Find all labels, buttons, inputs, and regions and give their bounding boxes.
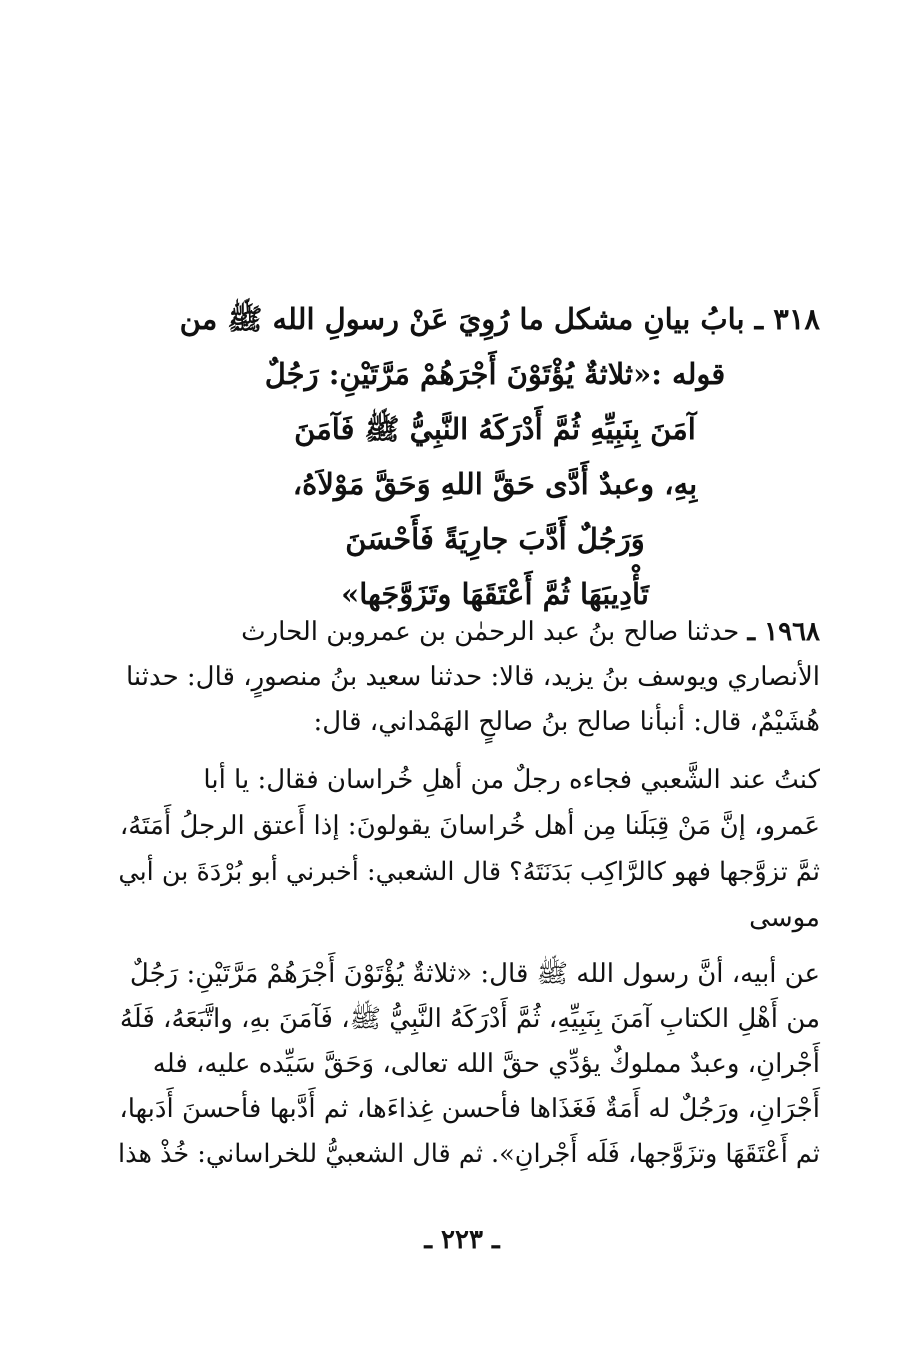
page-number: ـ ٢٢٣ ـ <box>424 1225 500 1255</box>
hadith-text-line-1: عن أبيه، أنَّ رسول الله ﷺ قال: «ثلاثةٌ يُؤْتَوْنَ أَجْرَهُمْ مَرَّتَيْنِ: رَجُلٌ <box>129 959 820 989</box>
chapter-heading-line-5: وَرَجُلٌ أَدَّبَ جارِيَةً فَأَحْسَنَ <box>345 522 645 556</box>
chapter-heading-line-4: بِهِ، وعبدٌ أَدَّى حَقَّ اللهِ وَحَقَّ مَوْلاَهُ، <box>292 467 698 501</box>
hadith-text-line-5: ثم أَعْتَقَهَا وتزَوَّجها، فَلَه أَجْرانِ». ثم قال الشعبيُّ للخراساني: خُذْ هذا <box>118 1139 820 1169</box>
hadith-text-paragraph <box>108 952 820 1177</box>
isnad-line-1 <box>108 610 820 655</box>
hadith-text-line-2: من أَهْلِ الكتابِ آمَنَ بِنَبِيِّهِ، ثُمَّ أَدْرَكَهُ النَّبِيُّ ﷺ، فَآمَنَ بهِ، واتَّبَعَهُ، فَلَهُ <box>119 1004 820 1034</box>
hadith-number: ١٩٦٨ ـ <box>747 617 820 647</box>
chapter-heading-line-2: قوله :«ثلاثةٌ يُؤْتَوْنَ أَجْرَهُمْ مَرَّتَيْنِ: رَجُلٌ <box>264 357 726 391</box>
isnad-line-3: هُشَيْمٌ، قال: أنبأنا صالح بنُ صالحٍ الهَمْداني، قال: <box>313 707 820 737</box>
chapter-heading <box>170 292 820 622</box>
chapter-heading-line-1: ٣١٨ ـ بابُ بيانِ مشكل ما رُوِيَ عَنْ رسولِ الله ﷺ من <box>179 302 820 336</box>
narration-line-3: ثمَّ تزوَّجها فهو كالرَّاكِب بَدَنَتَهُ؟ قال الشعبي: أخبرني أبو بُرْدَةَ بن أبي <box>118 857 820 887</box>
chapter-heading-line-6: تَأْدِيبَهَا ثُمَّ أَعْتَقَهَا وتَزَوَّجَها» <box>341 577 649 611</box>
narration-line-1: كنتُ عند الشَّعبي فجاءه رجلٌ من أهلِ خُراسان فقال: يا أبا <box>203 765 820 795</box>
hadith-isnad <box>108 610 820 745</box>
hadith-text-line-3: أَجْرانِ، وعبدٌ مملوكٌ يؤدِّي حقَّ الله تعالى، وَحَقَّ سَيِّده عليه، فله <box>152 1049 820 1079</box>
narration-line-2: عَمرو، إنَّ مَنْ قِبَلَنا مِن أهل خُراسانَ يقولونَ: إذا أَعتق الرجلُ أَمَتَهُ، <box>119 811 820 841</box>
narration-line-4: موسى <box>749 903 820 933</box>
isnad-line-2: الأنصاري ويوسف بنُ يزيد، قالا: حدثنا سعيد بنُ منصورٍ، قال: حدثنا <box>125 662 820 692</box>
chapter-heading-line-3: آمَنَ بِنَبِيِّهِ ثُمَّ أَدْرَكَهُ النَّبِيُّ ﷺ فَآمَنَ <box>294 412 696 446</box>
hadith-text-line-4: أَجْرَانِ، ورَجُلٌ له أَمَةٌ فَغَذَاها فأحسن غِذاءَها، ثم أَدَّبها فأحسنَ أَدَبها، <box>119 1094 820 1124</box>
narration-paragraph <box>108 757 820 941</box>
isnad-line-1-text: حدثنا صالح بنُ عبد الرحمٰن بن عمروبن الحارث <box>241 617 740 647</box>
